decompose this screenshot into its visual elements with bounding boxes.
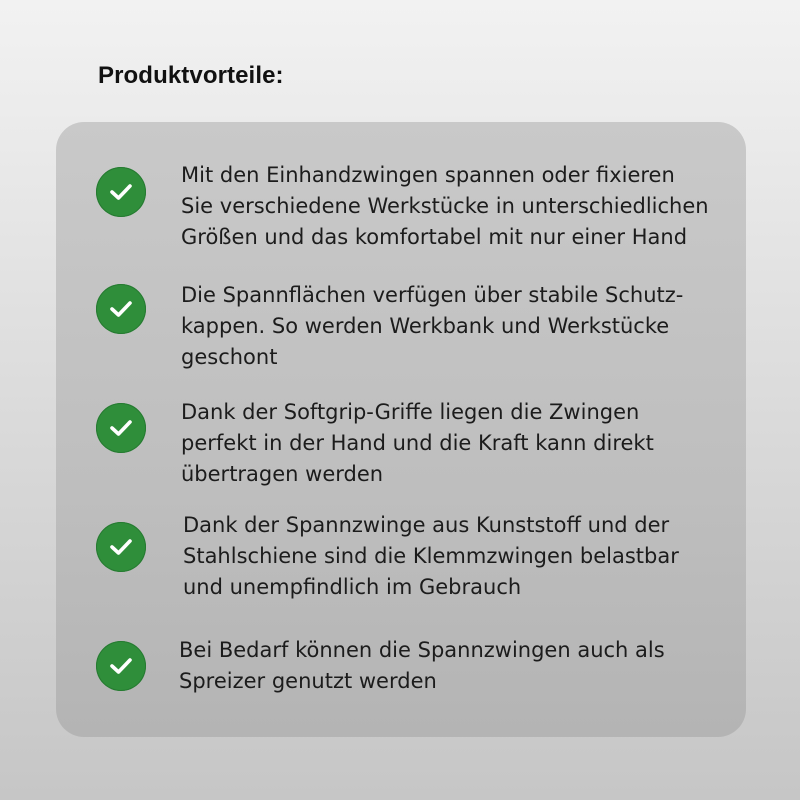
check-circle-icon [96, 641, 146, 691]
benefit-line: Spreizer genutzt werden [179, 669, 437, 693]
benefit-text [181, 397, 726, 490]
benefit-line: Dank der Softgrip-Griffe liegen die Zwingen [181, 400, 640, 424]
benefit-line: übertragen werden [181, 462, 384, 486]
benefit-line: Sie verschiedene Werkstücke in unterschiedlichen [181, 194, 709, 218]
benefit-line: geschont [181, 345, 278, 369]
benefit-line: und unempfindlich im Gebrauch [183, 575, 522, 599]
benefit-line: perfekt in der Hand und die Kraft kann direkt [181, 431, 654, 455]
benefit-text [183, 510, 728, 603]
benefit-line: Die Spannflächen verfügen über stabile Schutz- [181, 283, 684, 307]
check-circle-icon [96, 522, 146, 572]
benefits-panel [56, 122, 746, 737]
check-circle-icon [96, 167, 146, 217]
benefit-text [181, 160, 726, 253]
benefit-line: Mit den Einhandzwingen spannen oder fixieren [181, 163, 675, 187]
benefit-line: Bei Bedarf können die Spannzwingen auch als [179, 638, 665, 662]
benefit-line: kappen. So werden Werkbank und Werkstücke [181, 314, 670, 338]
benefit-line: Stahlschiene sind die Klemmzwingen belastbar [183, 544, 679, 568]
benefit-text [179, 635, 724, 697]
page-title: Produktvorteile: [98, 62, 284, 89]
benefit-line: Größen und das komfortabel mit nur einer Hand [181, 225, 688, 249]
benefit-line: Dank der Spannzwinge aus Kunststoff und der [183, 513, 670, 537]
check-circle-icon [96, 403, 146, 453]
check-circle-icon [96, 284, 146, 334]
benefit-text [181, 280, 726, 373]
